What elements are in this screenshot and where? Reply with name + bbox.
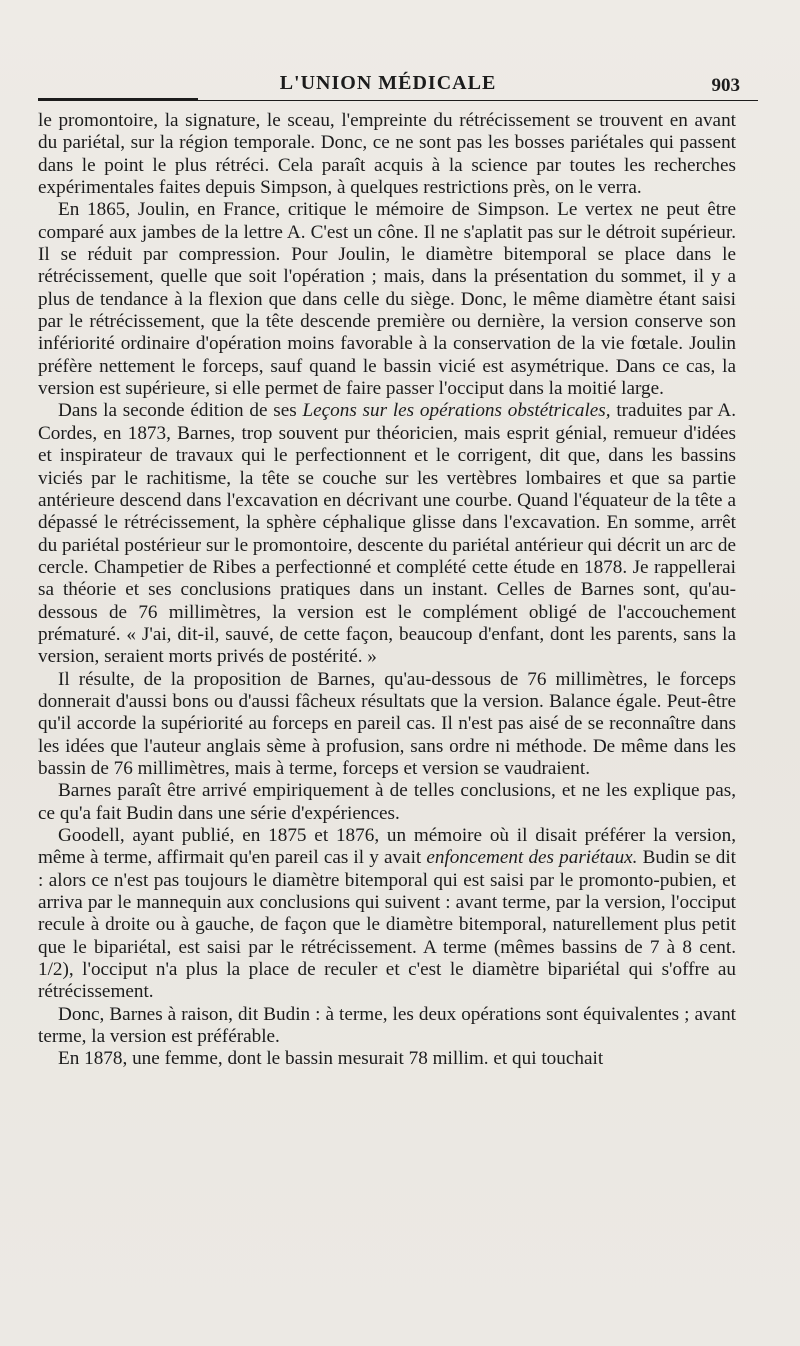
paragraph-text: Donc, Barnes à raison, dit Budin : à terme, les deux opérations sont équivalentes ; avant terme, la version est préférable. [38,1003,736,1048]
paragraph-text: le promontoire, la signature, le sceau, l'empreinte du rétrécissement se trouvent en avant du pariétal, sur la région temporale. Donc, ce ne sont pas les bosses pariétales qui passent dans le point le plus rétréci. Cela paraît acquis à la science par toutes les recherches expérimentales faites depuis Simpson, à quelques restrictions près, on le verra. [38,110,736,199]
italic-text: Leçons sur les opérations obstétricales, [302,400,611,422]
running-title: L'UNION MÉDICALE [279,72,497,94]
paragraph-text: Barnes paraît être arrivé empiriquement à de telles conclusions, et ne les explique pas, ce qu'a fait Budin dans une série d'expériences. [38,780,736,824]
paragraph-text: Dans la seconde édition de ses [58,400,303,422]
paragraph [38,1004,736,1049]
paragraph [38,110,736,199]
paragraph-text: traduites par A. Cordes, en 1873, Barnes, trop souvent pur théoricien, mais esprit génial, remueur d'idées et inspirateur de travaux qui le perfectionnent et le corrigent, dit que, dans les bassins viciés par le rachitisme, la tête se couche sur les vertèbres lombaires et que sa partie antérieure descend dans l'excavation en décrivant une courbe. Quand l'équateur de la tête a dépassé le rétrécissement, la sphère céphalique glisse dans l'excavation. En somme, arrêt du pariétal postérieur sur le promontoire, descente du pariétal antérieur qui décrit un arc de cercle. Champetier de Ribes a perfectionné et complété cette étude en 1878. Je rappellerai sa théorie et ses conclusions pratiques dans un instant. Celles de Barnes sont, qu'au-dessous de 76 millimètres, la version est le complément obligé de l'accouchement prématuré. « J'ai, dit-il, sauvé, de cette façon, beaucoup d'enfant, dont les parents, sans la version, seraient morts privés de postérité. » [38,400,736,668]
paragraph [38,400,736,668]
page-number: 903 [711,75,740,96]
header-rule-thin [198,100,758,101]
paragraph-text: Goodell, ayant publié, en 1875 et 1876, un mémoire où il disait préférer la version, même à terme, affirmait qu'en pareil cas il y avait [38,825,736,869]
paragraph [38,780,736,825]
paragraph [38,669,736,781]
paragraph [38,1048,736,1070]
paragraph-text: Il résulte, de la proposition de Barnes, qu'au-dessous de 76 millimètres, le forceps donnerait d'aussi bons ou d'aussi fâcheux résultats que la version. Balance égale. Peut-être qu'il accorde la supériorité au forceps en pareil cas. Il n'est pas aisé de se reconnaître dans les idées que l'auteur anglais sème à profusion, sans ordre ni méthode. De même dans les bassin de 76 millimètres, mais à terme, forceps et version se vaudraient. [38,668,736,779]
paragraph [38,825,736,1004]
page-header [38,70,738,100]
header-rule-thick [38,98,198,101]
paragraph-text: Budin se dit : alors ce n'est pas toujours le diamètre bitemporal qui est saisi par le promonto-pubien, et arriva par le mannequin aux conclusions qui suivent : avant terme, par la version, l'occiput recule à droite ou à gauche, de façon que le diamètre bitemporal, naturellement plus petit que le bipariétal, est saisi par le rétrécissement. A terme (mêmes bassins de 7 à 8 cent. 1/2), l'occiput n'a plus la place de reculer et c'est le diamètre bipariétal qui s'offre au rétrécissement. [38,847,737,1003]
paragraph-text: En 1865, Joulin, en France, critique le mémoire de Simpson. Le vertex ne peut être comparé aux jambes de la lettre A. C'est un cône. Il ne s'aplatit pas sur le détroit supérieur. Il se réduit par compression. Pour Joulin, le diamètre bitemporal se place dans le rétrécissement, quelle que soit l'opération ; mais, dans la présentation du sommet, il y a plus de tendance à la flexion que dans celle du siège. Donc, le même diamètre étant saisi par le rétrécissement, que la tête descende première ou dernière, la version conserve son infériorité ordinaire d'opération moins favorable à la conservation de la vie fœtale. Joulin préfère nettement le forceps, sauf quand le bassin vicié est asymétrique. Dans ce cas, la version est supérieure, si elle permet de faire passer l'occiput dans la moitié large. [38,199,736,400]
body-text [38,110,736,1071]
paragraph [38,199,736,400]
paragraph-text: En 1878, une femme, dont le bassin mesurait 78 millim. et qui touchait [58,1048,604,1070]
italic-text: enfoncement des pariétaux. [426,847,638,869]
